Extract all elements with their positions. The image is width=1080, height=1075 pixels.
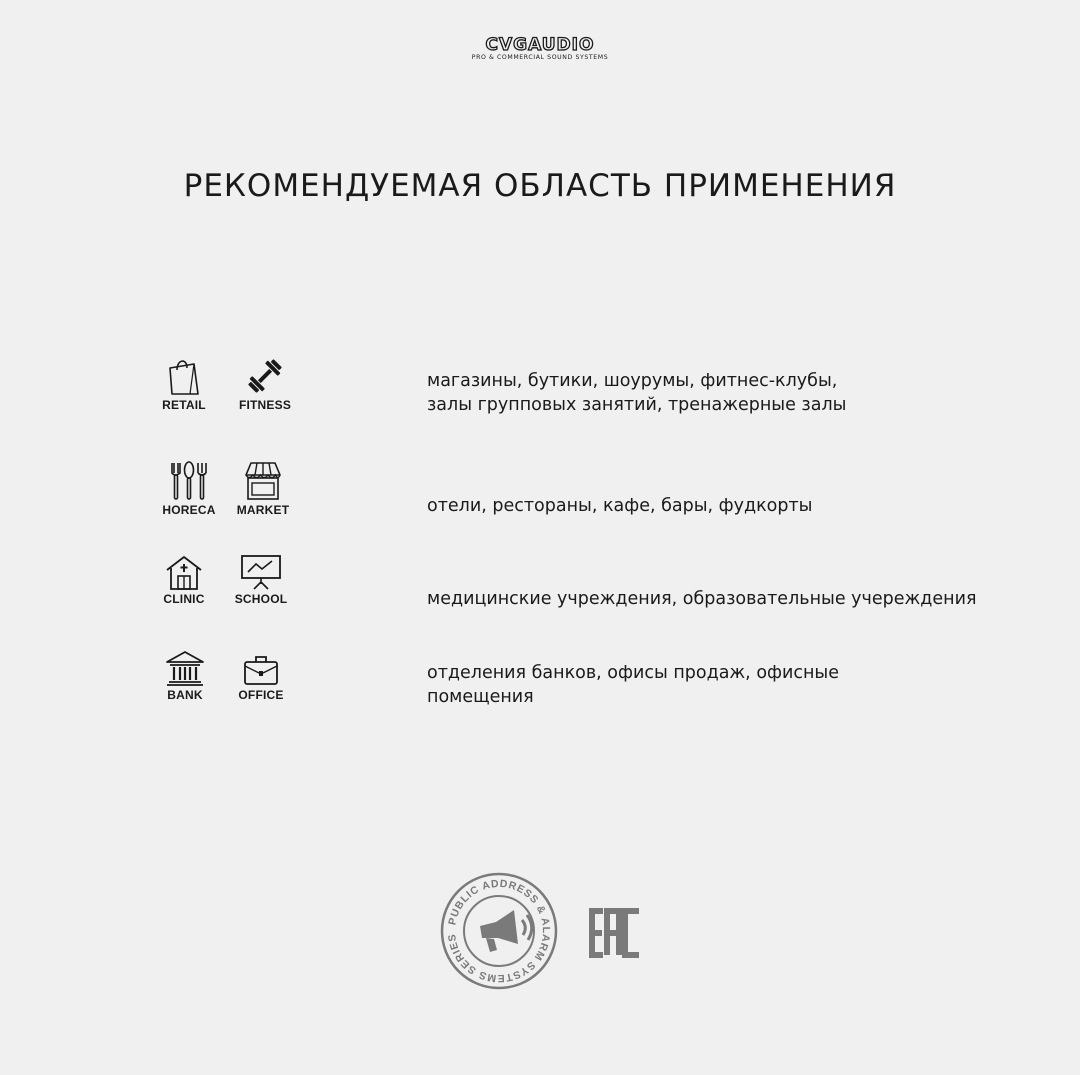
horeca-item [149, 461, 229, 517]
retail-item [144, 356, 224, 412]
bank-item [145, 650, 225, 702]
logo-brand: CVGAUDIO [485, 36, 595, 55]
office-item [221, 650, 301, 702]
school-label: SCHOOL [234, 592, 288, 606]
bank-label: BANK [167, 688, 203, 702]
badge-text: PUBLIC ADDRESS & ALARM SYSTEMS SERIES [445, 877, 553, 985]
public-address-series-badge [440, 872, 558, 990]
horeca-label: HORECA [162, 503, 216, 517]
megaphone-icon [480, 910, 532, 952]
presentation-board-icon [240, 554, 282, 590]
school-item [221, 554, 301, 606]
bank-icon [165, 650, 205, 686]
office-label: OFFICE [238, 688, 284, 702]
clinic-label: CLINIC [163, 592, 205, 606]
application-description: медицинские учреждения, образовательные учереждения [427, 589, 977, 609]
cutlery-icon [169, 461, 209, 501]
brand-logo [450, 36, 630, 62]
fitness-item [225, 356, 305, 412]
eac-certification-mark [589, 908, 641, 958]
clinic-icon [164, 554, 204, 590]
logo-tagline: PRO & COMMERCIAL SOUND SYSTEMS [471, 54, 609, 61]
shopping-bag-icon [164, 356, 204, 396]
market-item [223, 461, 303, 517]
briefcase-icon [241, 650, 281, 686]
application-description: отделения банков, офисы продаж, офисные помещения [427, 663, 840, 707]
application-description: отели, рестораны, кафе, бары, фудкорты [427, 496, 813, 516]
retail-label: RETAIL [162, 398, 206, 412]
market-stall-icon [243, 461, 283, 501]
clinic-item [144, 554, 224, 606]
market-label: MARKET [236, 503, 290, 517]
application-description: магазины, бутики, шоурумы, фитнес-клубы, залы групповых занятий, тренажерные залы [427, 371, 847, 415]
fitness-label: FITNESS [238, 398, 292, 412]
page-title: РЕКОМЕНДУЕМАЯ ОБЛАСТЬ ПРИМЕНЕНИЯ [183, 168, 897, 204]
dumbbell-icon [245, 356, 285, 396]
